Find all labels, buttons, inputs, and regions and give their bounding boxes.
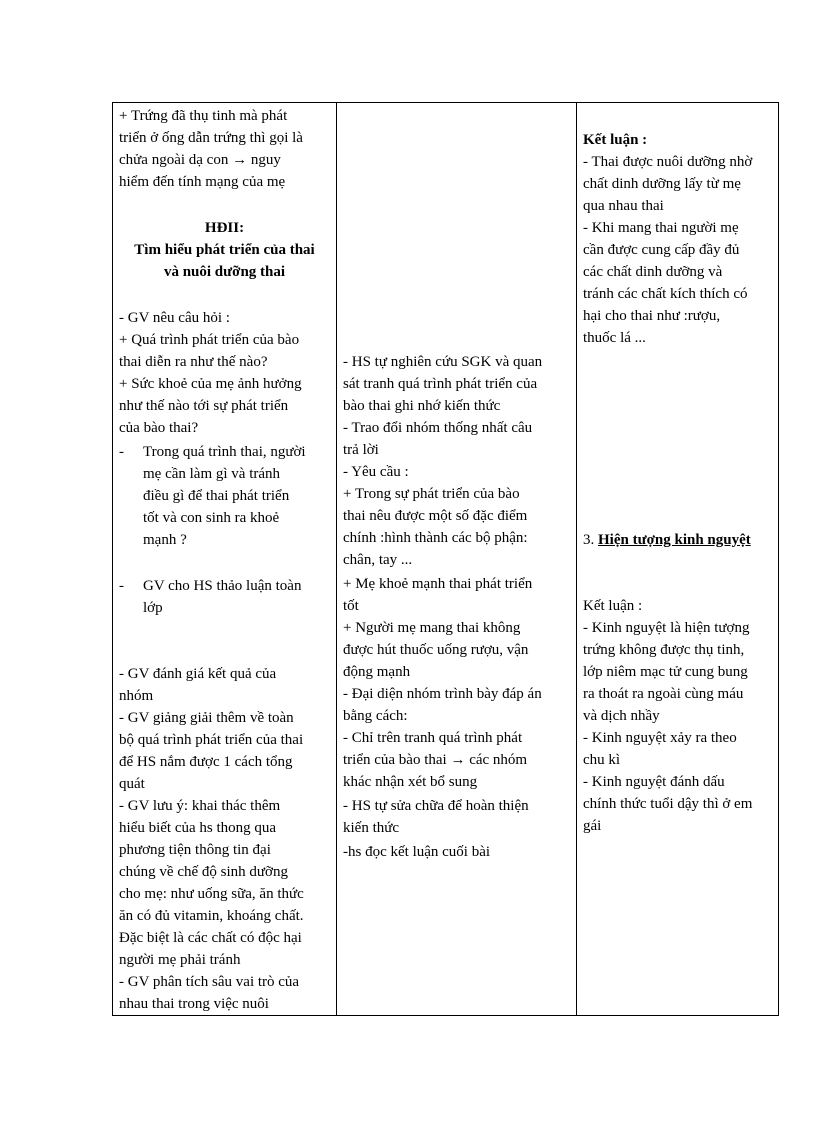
- text-line: hiểm đến tính mạng của mẹ: [119, 174, 286, 190]
- text-line: - GV lưu ý: khai thác thêm: [119, 798, 281, 814]
- text-line: quát: [119, 776, 145, 792]
- text-line: cần được cung cấp đầy đủ: [583, 242, 740, 258]
- text-line: + Sức khoẻ của mẹ ảnh hưởng: [119, 376, 302, 392]
- text-line: - Kinh nguyệt đánh dấu: [583, 774, 725, 790]
- text-line: - GV nêu câu hỏi :: [119, 310, 230, 326]
- text-line: tránh các chất kích thích có: [583, 286, 748, 302]
- text-line: người mẹ phải tránh: [119, 952, 241, 968]
- text-line: hại cho thai như :rượu,: [583, 308, 721, 324]
- text-line: chu kì: [583, 752, 621, 768]
- text-line: Trong quá trình thai, người: [143, 444, 306, 460]
- text-line: - Khi mang thai người mẹ: [583, 220, 739, 236]
- text-line: thai nêu được một số đặc điểm: [343, 508, 528, 524]
- text-line: triển của bào thai → các nhóm: [343, 752, 528, 768]
- bullet-dash: -: [119, 578, 124, 594]
- text-line: - Yêu cầu :: [343, 464, 409, 480]
- text-line: - HS tự nghiên cứu SGK và quan: [343, 354, 543, 370]
- activity-heading: HĐII:: [204, 220, 245, 236]
- text-line: - Chỉ trên tranh quá trình phát: [343, 730, 523, 746]
- bullet-dash: -: [119, 444, 124, 460]
- section-heading: [583, 529, 778, 551]
- text-line: + Quá trình phát triển của bào: [119, 332, 300, 348]
- text-line: để HS nắm được 1 cách tổng: [119, 754, 293, 770]
- text-line: thai diễn ra như thế nào?: [119, 354, 268, 370]
- text-line: lớp: [143, 600, 163, 616]
- text-line: mạnh ?: [143, 532, 187, 548]
- text-line: nhóm: [119, 688, 154, 704]
- activity-subheading: Tìm hiểu phát triển của thai: [134, 242, 315, 258]
- conclusion-heading: Kết luận :: [583, 132, 648, 148]
- content-column: [577, 103, 780, 1015]
- text-line: kiến thức: [343, 820, 400, 836]
- text-line: + Trong sự phát triển của bào: [343, 486, 520, 502]
- text-line: tốt và con sinh ra khoẻ: [143, 510, 280, 526]
- text-line: chất dinh dưỡng lấy từ mẹ: [583, 176, 741, 192]
- text-line: + Mẹ khoẻ mạnh thai phát triển: [343, 576, 533, 592]
- text-line: - GV giảng giải thêm về toàn: [119, 710, 294, 726]
- text-line: bằng cách:: [343, 708, 408, 724]
- text-line: các chất dinh dưỡng và: [583, 264, 723, 280]
- text-line: ra thoát ra ngoài cùng máu: [583, 686, 744, 702]
- text-line: GV cho HS thảo luận toàn: [143, 578, 302, 594]
- text-line: - Kinh nguyệt xảy ra theo: [583, 730, 737, 746]
- text-line: khác nhận xét bổ sung: [343, 774, 478, 790]
- text-line: của bào thai?: [119, 420, 199, 436]
- text-line: - GV phân tích sâu vai trò của: [119, 974, 300, 990]
- text-line: được hút thuốc uống rượu, vận: [343, 642, 529, 658]
- text-line: hiểu biết của hs thong qua: [119, 820, 277, 836]
- text-line: + Người mẹ mang thai không: [343, 620, 521, 636]
- section-number: 3.: [583, 532, 595, 548]
- text-line: bào thai ghi nhớ kiến thức: [343, 398, 501, 414]
- text-line: sát tranh quá trình phát triển của: [343, 376, 538, 392]
- text-line: thuốc lá ...: [583, 330, 646, 346]
- text-line: ăn có đủ vitamin, khoáng chất.: [119, 908, 304, 924]
- text-line: - GV đánh giá kết quả của: [119, 666, 277, 682]
- text-line: + Trứng đã thụ tinh mà phát: [119, 108, 288, 124]
- text-line: - Thai được nuôi dưỡng nhờ: [583, 154, 753, 170]
- text-line: điều gì để thai phát triển: [143, 488, 290, 504]
- text-line: nhau thai trong việc nuôi: [119, 996, 269, 1012]
- text-line: như thế nào tới sự phát triển: [119, 398, 289, 414]
- text-line: trả lời: [343, 442, 379, 458]
- conclusion-heading: Kết luận :: [583, 598, 643, 614]
- text-line: động mạnh: [343, 664, 411, 680]
- text-line: bộ quá trình phát triển của thai: [119, 732, 304, 748]
- text-line: phương tiện thông tin đại: [119, 842, 271, 858]
- text-line: -hs đọc kết luận cuối bài: [343, 844, 491, 860]
- text-line: chân, tay ...: [343, 552, 413, 568]
- student-activity-column: [337, 103, 576, 1015]
- teacher-activity-column: [113, 103, 336, 1015]
- text-line: mẹ cần làm gì và tránh: [143, 466, 281, 482]
- text-line: chửa ngoài dạ con → nguy: [119, 152, 281, 168]
- text-line: triển ở ống dẫn trứng thì gọi là: [119, 130, 303, 146]
- text-line: - Kinh nguyệt là hiện tượng: [583, 620, 750, 636]
- text-line: chính :hình thành các bộ phận:: [343, 530, 528, 546]
- text-line: cho mẹ: như uống sữa, ăn thức: [119, 886, 304, 902]
- text-line: chính thức tuổi dậy thì ở em: [583, 796, 753, 812]
- section-title: Hiện tượng kinh nguyệt: [598, 532, 751, 548]
- text-line: trứng không được thụ tinh,: [583, 642, 745, 658]
- text-line: lớp niêm mạc tử cung bung: [583, 664, 748, 680]
- text-line: - Đại diện nhóm trình bày đáp án: [343, 686, 542, 702]
- text-line: - Trao đổi nhóm thống nhất câu: [343, 420, 533, 436]
- text-line: gái: [583, 818, 602, 834]
- activity-subheading: và nuôi dưỡng thai: [163, 264, 286, 280]
- text-line: chúng về chế độ sinh dưỡng: [119, 864, 288, 880]
- text-line: Đặc biệt là các chất có độc hại: [119, 930, 302, 946]
- text-line: tốt: [343, 598, 359, 614]
- text-line: qua nhau thai: [583, 198, 664, 214]
- text-line: và dịch nhầy: [583, 708, 660, 724]
- text-line: - HS tự sửa chữa để hoàn thiện: [343, 798, 529, 814]
- lesson-table: [112, 102, 779, 1016]
